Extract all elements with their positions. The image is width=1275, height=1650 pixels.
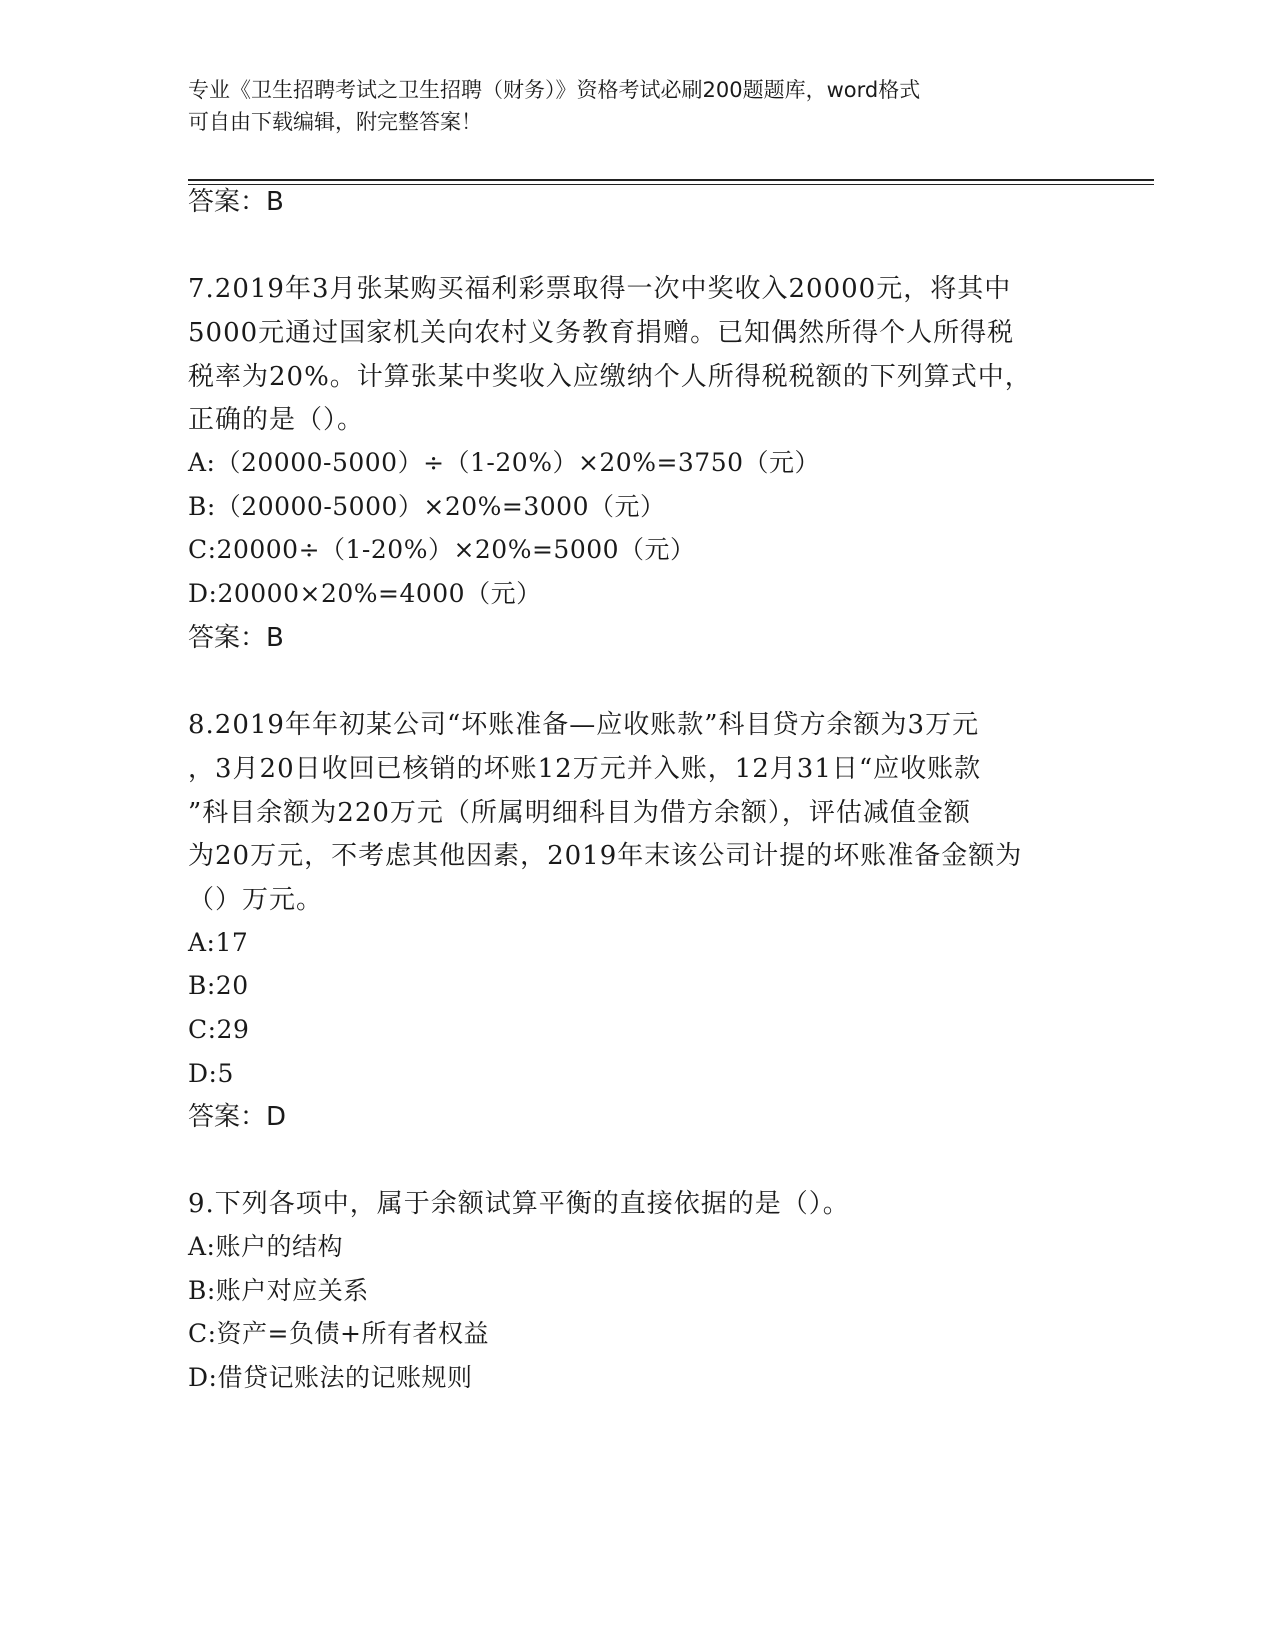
question-7-answer: 答案：B — [188, 623, 284, 653]
question-7-option-d: D:20000×20%=4000（元） — [188, 579, 542, 608]
question-8-answer: 答案：D — [188, 1102, 287, 1132]
question-9-option-d: D:借贷记账法的记账规则 — [188, 1363, 473, 1392]
question-8-option-c: C:29 — [188, 1015, 250, 1044]
question-8-option-b: B:20 — [188, 971, 249, 1000]
question-7-line-1: 7.2019年3月张某购买福利彩票取得一次中奖收入20000元，将其中 — [188, 274, 1012, 304]
question-8-line-3: ”科目余额为220万元（所属明细科目为借方余额），评估减值金额 — [188, 798, 971, 828]
question-8-line-5: （）万元。 — [188, 885, 324, 915]
question-9-line-1: 9.下列各项中，属于余额试算平衡的直接依据的是（）。 — [188, 1189, 850, 1219]
question-7-option-a: A:（20000-5000）÷（1-20%）×20%=3750（元） — [188, 448, 821, 477]
question-9-option-c: C:资产=负债+所有者权益 — [188, 1319, 489, 1348]
question-9-option-b: B:账户对应关系 — [188, 1276, 369, 1305]
question-8-option-a: A:17 — [188, 928, 249, 957]
question-8-line-2: ，3月20日收回已核销的坏账12万元并入账，12月31日“应收账款 — [188, 754, 982, 784]
header-line-1: 专业《卫生招聘考试之卫生招聘（财务）》资格考试必刷200题题库，word格式 — [188, 78, 921, 102]
question-7-line-4: 正确的是（）。 — [188, 405, 365, 435]
header-line-2: 可自由下载编辑，附完整答案！ — [188, 110, 482, 134]
answer-previous: 答案：B — [188, 187, 284, 217]
question-8-line-1: 8.2019年年初某公司“坏账准备—应收账款”科目贷方余额为3万元 — [188, 710, 980, 740]
question-8-line-4: 为20万元，不考虑其他因素，2019年末该公司计提的坏账准备金额为 — [188, 841, 1023, 871]
document-header — [188, 74, 1088, 138]
question-7-option-c: C:20000÷（1-20%）×20%=5000（元） — [188, 535, 696, 564]
question-7-option-b: B:（20000-5000）×20%=3000（元） — [188, 492, 666, 521]
question-7-line-2: 5000元通过国家机关向农村义务教育捐赠。已知偶然所得个人所得税 — [188, 318, 1015, 348]
question-7-line-3: 税率为20%。计算张某中奖收入应缴纳个人所得税税额的下列算式中， — [188, 362, 1032, 392]
header-divider-thick — [188, 179, 1154, 181]
question-9-option-a: A:账户的结构 — [188, 1232, 343, 1261]
question-8-option-d: D:5 — [188, 1059, 234, 1088]
header-divider-thin — [188, 184, 1154, 185]
